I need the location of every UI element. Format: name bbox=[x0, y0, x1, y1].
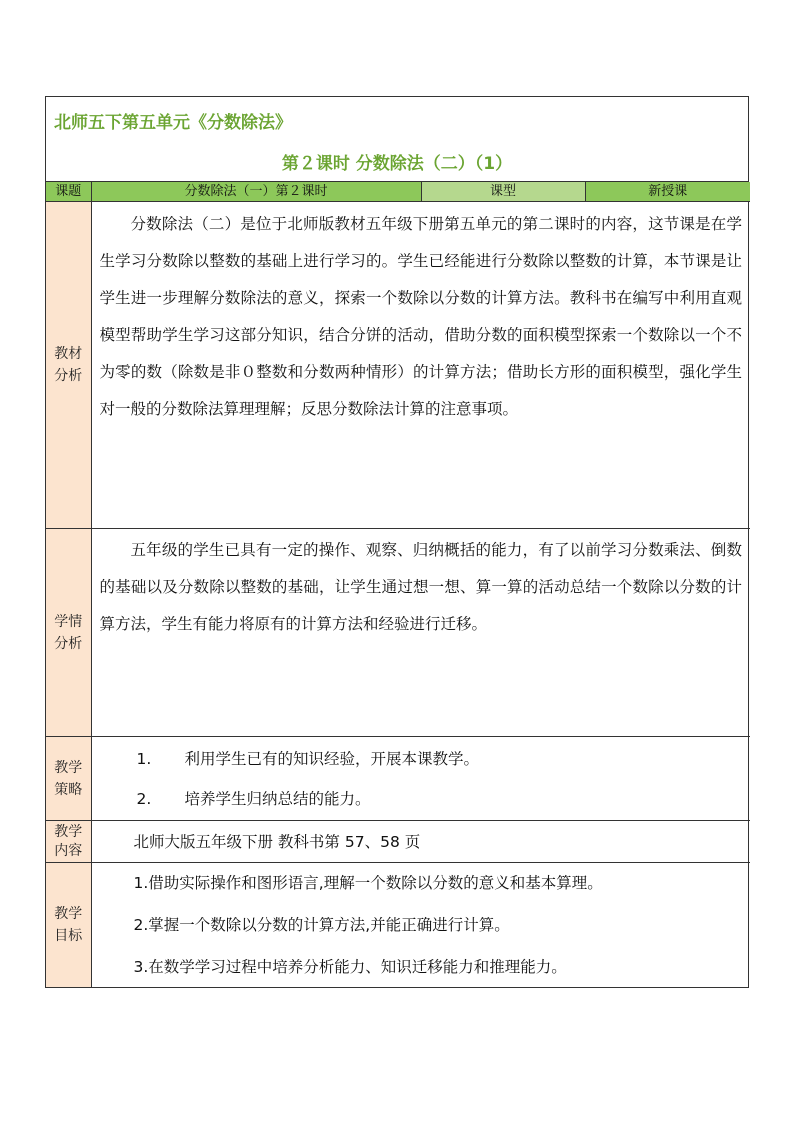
textbook-analysis-row bbox=[46, 202, 750, 529]
lesson-plan-sheet bbox=[45, 96, 749, 988]
strategy-row bbox=[46, 737, 750, 821]
strategy-item-text: 培养学生归纳总结的能力。 bbox=[184, 789, 371, 808]
strategy-label bbox=[46, 737, 91, 821]
goals-label bbox=[46, 863, 91, 988]
unit-title: 北师五下第五单元《分数除法》 bbox=[54, 113, 292, 133]
student-analysis-row bbox=[46, 529, 750, 737]
topic-value: 分数除法（一）第２课时 bbox=[91, 182, 421, 202]
content-label-text: 教学内容 bbox=[54, 823, 83, 859]
strategy-item-text: 利用学生已有的知识经验，开展本课教学。 bbox=[184, 749, 480, 768]
student-analysis-text: 五年级的学生已具有一定的操作、观察、归纳概括的能力，有了以前学习分数乘法、倒数的基础以及分数除以整数的基础，让学生通过想一想、算一算的活动总结一个数除以分数的计算方法，学生有能力将原有的计算方法和经验进行迁移。 bbox=[99, 541, 742, 633]
strategy-item bbox=[92, 748, 751, 770]
strategy-label-text: 教学策略 bbox=[54, 759, 83, 798]
textbook-analysis-label-text: 教材分析 bbox=[54, 346, 83, 384]
content-cell bbox=[91, 821, 750, 863]
goal-item: 3.在数学学习过程中培养分析能力、知识迁移能力和推理能力。 bbox=[133, 958, 567, 976]
student-analysis-cell bbox=[91, 529, 750, 737]
type-label: 课型 bbox=[421, 182, 585, 202]
student-analysis-label bbox=[46, 529, 91, 737]
content-label bbox=[46, 821, 91, 863]
goals-cell bbox=[91, 863, 750, 988]
strategy-item-number: 2. bbox=[136, 789, 152, 808]
lesson-header bbox=[46, 97, 748, 182]
goals-row bbox=[46, 863, 750, 988]
title-row bbox=[46, 182, 750, 202]
content-row bbox=[46, 821, 750, 863]
textbook-analysis-cell bbox=[91, 202, 750, 529]
lesson-title: 第２课时 分数除法（二）（1） bbox=[281, 154, 513, 174]
type-value: 新授课 bbox=[585, 182, 750, 202]
strategy-cell bbox=[91, 737, 750, 821]
lesson-plan-table bbox=[46, 182, 750, 987]
content-text: 北师大版五年级下册 教科书第 57、58 页 bbox=[133, 832, 421, 851]
goal-item: 1.借助实际操作和图形语言,理解一个数除以分数的意义和基本算理。 bbox=[133, 874, 603, 892]
goal-item: 2.掌握一个数除以分数的计算方法,并能正确进行计算。 bbox=[133, 916, 510, 934]
goals-label-text: 教学目标 bbox=[54, 906, 83, 944]
textbook-analysis-text: 分数除法（二）是位于北师版教材五年级下册第五单元的第二课时的内容，这节课是在学生学习分数除以整数的基础上进行学习的。学生已经能进行分数除以整数的计算，本节课是让学生进一步理解分数除法的意义，探索一个数除以分数的计算方法。教科书在编写中利用直观模型帮助学生学习这部分知识，结合分饼的活动，借助分数的面积模型探索一个数除以一个不为零的数（除数是非０整数和分数两种情形）的计算方法；借助长方形的面积模型，强化学生对一般的分数除法算理理解；反思分数除法计算的注意事项。 bbox=[99, 215, 742, 418]
textbook-analysis-label bbox=[46, 202, 91, 529]
topic-label: 课题 bbox=[46, 182, 91, 202]
student-analysis-label-text: 学情分析 bbox=[54, 613, 83, 652]
strategy-item bbox=[92, 788, 751, 810]
strategy-item-number: 1. bbox=[136, 749, 152, 768]
